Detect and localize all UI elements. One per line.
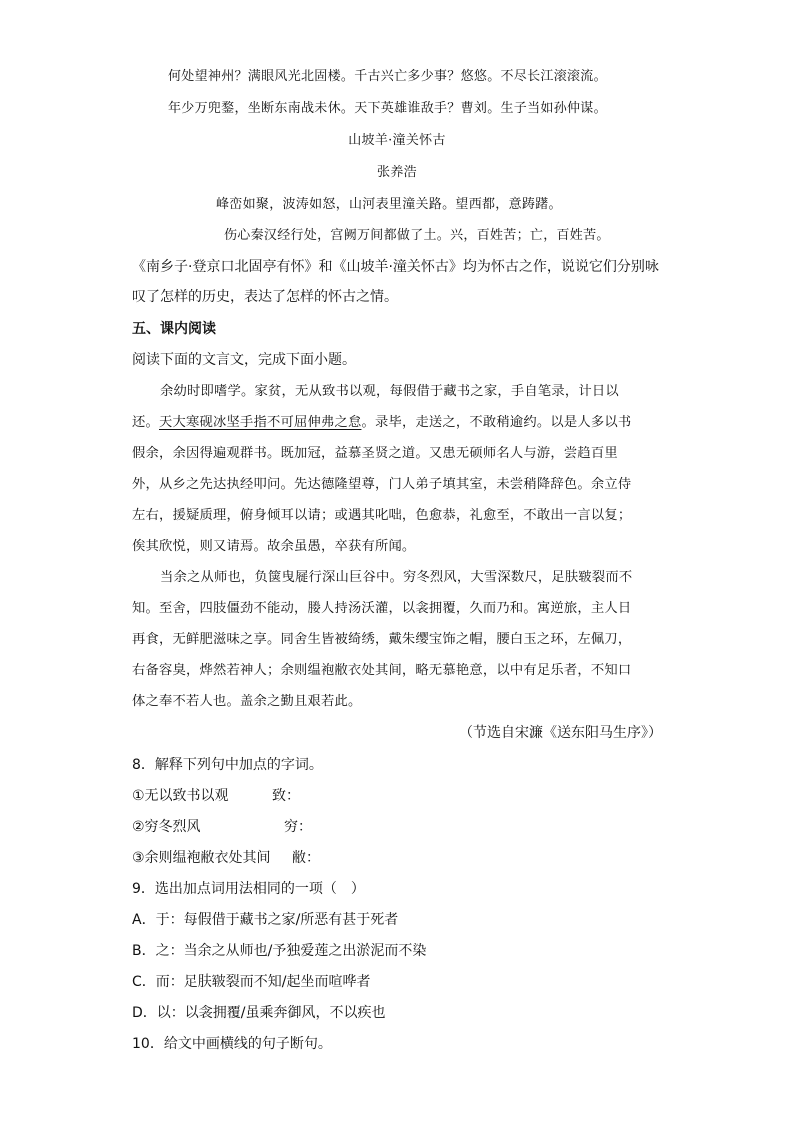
poem2-author: 张养浩 xyxy=(377,165,417,180)
question9-stem: 9．选出加点词用法相同的一项（ ） xyxy=(132,881,365,897)
underlined-sentence: 天大寒砚冰坚手指不可屈伸弗之怠 xyxy=(159,415,362,430)
question7-line-2: 叹了怎样的历史，表达了怎样的怀古之情。 xyxy=(132,289,398,305)
poem1-line-1: 何处望神州？满眼风光北固楼。千古兴亡多少事？悠悠。不尽长江滚滚流。 xyxy=(168,69,607,84)
passage-p1-line-2 xyxy=(132,414,631,432)
passage-p2-line-2: 知。至舍，四肢僵劲不能动，媵人持汤沃灌，以衾拥覆，久而乃和。寓逆旅，主人日 xyxy=(132,601,632,616)
poem2-title: 山坡羊·潼关怀古 xyxy=(348,133,446,148)
question9-option-a: A．于：每假借于藏书之家/所恶有甚于死者 xyxy=(132,912,399,928)
question8-item-1-phrase: ①无以致书以观 xyxy=(132,788,229,804)
passage-p2-line-4: 右备容臭，烨然若神人；余则缊袍敝衣处其间，略无慕艳意，以中有足乐者，不知口 xyxy=(132,663,632,678)
passage-p1-line-4: 外，从乡之先达执经叩问。先达德隆望尊，门人弟子填其室，未尝稍降辞色。余立侍 xyxy=(132,477,632,492)
question8-item-3-phrase: ③余则缊袍敝衣处其间 xyxy=(132,850,271,866)
section-instruction: 阅读下面的文言文，完成下面小题。 xyxy=(132,352,356,368)
passage-p1-line-3: 假余，余因得遍观群书。既加冠，益慕圣贤之道。又患无硕师名人与游，尝趋百里 xyxy=(132,446,618,461)
poem2-line-2: 伤心秦汉经行处，宫阙万间都做了土。兴，百姓苦；亡，百姓苦。 xyxy=(224,228,610,243)
passage-p1-line-2-pre: 还。 xyxy=(132,415,159,430)
passage-p1-line-2-post: 。录毕，走送之，不敢稍逾约。以是人多以书 xyxy=(361,415,632,430)
question8-item-3-char: 敝： xyxy=(292,850,320,866)
poem2-line-1: 峰峦如聚，波涛如怒，山河表里潼关路。望西都，意踌躇。 xyxy=(216,197,562,212)
question8-item-2-char: 穷： xyxy=(284,819,312,835)
question8-item-1 xyxy=(132,787,300,805)
question8-stem: 8．解释下列句中加点的字词。 xyxy=(132,757,323,773)
question7-line-1: 《南乡子·登京口北固亭有怀》和《山坡羊·潼关怀古》均为怀古之作，说说它们分别咏 xyxy=(132,259,659,275)
question9-option-d: D．以：以衾拥覆/虽乘奔御风，不以疾也 xyxy=(132,1005,386,1021)
passage-p1-line-1: 余幼时即嗜学。家贫，无从致书以观，每假借于藏书之家，手自笔录，计日以 xyxy=(160,384,619,399)
passage-p1-line-5: 左右，援疑质理，俯身倾耳以请；或遇其叱咄，色愈恭，礼愈至，不敢出一言以复； xyxy=(132,508,632,523)
question9-option-c: C．而：足肤皲裂而不知/起坐而喧哗者 xyxy=(132,974,371,990)
question10-stem: 10．给文中画横线的句子断句。 xyxy=(132,1036,332,1052)
question8-item-1-char: 致： xyxy=(272,788,300,804)
passage-source: （节选自宋濂《送东阳马生序》） xyxy=(459,725,662,741)
question8-item-2 xyxy=(132,818,312,836)
passage-p2-line-1: 当余之从师也，负箧曳屣行深山巨谷中。穷冬烈风，大雪深数尺，足肤皲裂而不 xyxy=(160,570,633,585)
passage-p1-line-6: 俟其欣悦，则又请焉。故余虽愚，卒获有所闻。 xyxy=(132,539,416,554)
question8-item-3 xyxy=(132,849,320,867)
section-heading: 五、课内阅读 xyxy=(132,321,216,337)
question8-item-2-phrase: ②穷冬烈风 xyxy=(132,819,201,835)
passage-p2-line-3: 再食，无鲜肥滋味之享。同舍生皆被绮绣，戴朱缨宝饰之帽，腰白玉之环，左佩刀， xyxy=(132,632,632,647)
poem1-line-2: 年少万兜鍪，坐断东南战未休。天下英雄谁敌手？曹刘。生子当如孙仲谋。 xyxy=(168,101,607,116)
question9-option-b: B．之：当余之从师也/予独爱莲之出淤泥而不染 xyxy=(132,943,427,959)
passage-p2-line-5: 体之奉不若人也。盖余之勤且艰若此。 xyxy=(132,694,362,709)
